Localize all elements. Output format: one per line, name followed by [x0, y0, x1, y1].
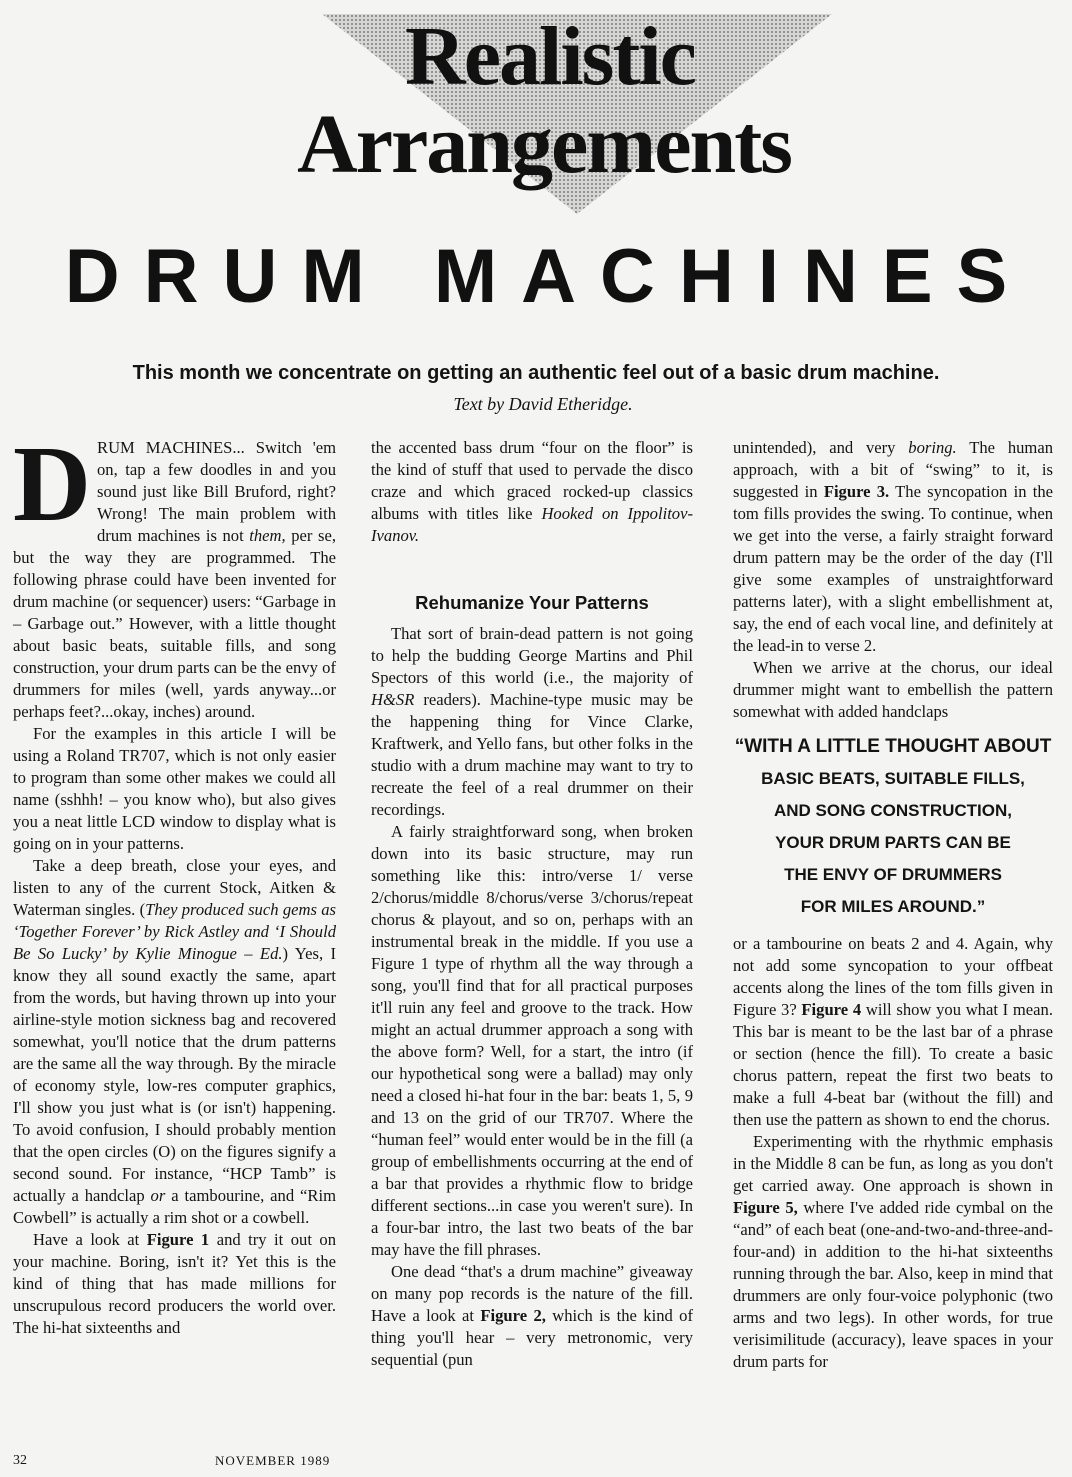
pull-quote-line: FOR MILES AROUND.”: [800, 897, 986, 916]
paragraph: DRUM MACHINES... Switch 'em on, tap a few doodles in and you sound just like Bill Bruford, right? Wrong! The main problem with drum machines is not them, per se, but the way they are programmed. The following phrase could have been invented for drum machine (or sequencer) users: “Garbage in – Garbage out.” However, with a little thought about basic beats, suitable fills, and song construction, your drum parts can be the envy of drummers for miles (well, yards anyway...or perhaps feet?...okay, inches) around.: [13, 425, 336, 721]
paragraph: Have a look at Figure 1 and try it out on your machine. Boring, isn't it? Yet this is the kind of thing that has made millions for unscrupulous record producers the world over. The hi-hat sixteenths and: [13, 1230, 337, 1337]
column-1: [13, 425, 337, 1339]
paragraph: When we arrive at the chorus, our ideal drummer might want to embellish the pattern somewhat with added handclaps: [733, 658, 1053, 721]
pull-quote-line: “WITH A LITTLE THOUGHT ABOUT: [734, 736, 1052, 757]
drop-cap: D: [13, 425, 91, 544]
issue-date: NOVEMBER 1989: [215, 1453, 331, 1468]
paragraph: One dead “that's a drum machine” giveaway on many pop records is the nature of the fill. Have a look at Figure 2, which is the kind of thing you'll hear – very metronomic, very sequential (pun: [371, 1262, 693, 1369]
title-line-1: Realistic: [405, 10, 695, 103]
paragraph: Take a deep breath, close your eyes, and listen to any of the current Stock, Aitken & Waterman singles. (They produced such gems as ‘Together Forever’ by Rick Astley and ‘I Should Be So Lucky’ by Kylie Minogue – Ed.) Yes, I know they all sound exactly the same, apart from the words, but having thrown up into your airline-style motion sickness bag and recovered somewhat, you'll notice that the drum patterns are the same all the way through. By the miracle of economy style, low-res computer graphics, I'll show you just what is (or isn't) happening. To avoid confusion, I should probably mention that the open circles (O) on the figures signify a second sound. For instance, “HCP Tamb” is actually a handclap or a tambourine, and “Rim Cowbell” is actually a rim shot or a cowbell.: [13, 856, 336, 1227]
pull-quote-line: THE ENVY OF DRUMMERS: [784, 865, 1002, 884]
paragraph: Experimenting with the rhythmic emphasis in the Middle 8 can be fun, as long as you don't get carried away. One approach is shown in Figure 5, where I've added ride cymbal on the “and” of each beat (one-and-two-and-three-and-four-and) in addition to the hi-hat sixteenths running through the bar. Also, keep in mind that drummers are only four-voice polyphonic (two arms and two legs). In other words, for true verisimilitude (accuracy), leave spaces in your drum parts for: [733, 1132, 1053, 1371]
paragraph: the accented bass drum “four on the floor” is the kind of stuff that used to pervade the disco craze and which graced rocked-up classics albums with titles like Hooked on Ippolitov-Ivanov.: [371, 438, 693, 545]
paragraph: unintended), and very boring. The human approach, with a bit of “swing” to it, is suggested in Figure 3. The syncopation in the tom fills provides the swing. To continue, when we get into the verse, a fairly straight forward drum pattern may be the order of the day (I'll give some examples of unstraightforward patterns later), with a slight embellishment at, say, the end of each vocal line, and definitely at the lead-in to verse 2.: [733, 438, 1053, 655]
page-number: 32: [13, 1453, 27, 1468]
paragraph: For the examples in this article I will be using a Roland TR707, which is not only easier to program than some other makes we could all name (sshhh! – you know who), but also gives you a neat little LCD window to display what is going on in your patterns.: [13, 724, 336, 853]
title-line-2: Arrangements: [297, 98, 791, 191]
deck-text: This month we concentrate on getting an authentic feel out of a basic drum machine.: [132, 362, 940, 384]
paragraph: That sort of brain-dead pattern is not going to help the budding George Martins and Phil Spectors of this world (i.e., the majority of H&SR readers). Machine-type music may be the happening thing for Vince Clarke, Kraftwerk, and Yello fans, but other folks in the studio with a drum machine may want to try to recreate the feel of a real drummer on their recordings.: [371, 624, 693, 819]
pull-quote: [733, 731, 1053, 923]
paragraph: A fairly straightforward song, when broken down into its basic structure, may run something like this: intro/verse 1/ verse 2/chorus/middle 8/chorus/verse 3/chorus/repeat chorus & playout, and so on, perhaps with an instrumental break in the middle. If you use a Figure 1 type of rhythm all the way through a song, you'll find that for all practical purposes it'll ruin any feel and groove to the track. How might an actual drummer approach a song with the above form? Well, for a start, the intro (if our hypothetical song were a ballad) may only need a closed hi-hat four in the bar: beats 1, 5, 9 and 13 on the grid of our TR707. Where the “human feel” would enter would be in the fill (a group of embellishments occurring at the end of a bar that provides a rhythmic flow to bridge different sections...in case you weren't sure). In a four-bar intro, the last two beats of the bar may have the fill phrases.: [371, 822, 693, 1259]
pull-quote-line: YOUR DRUM PARTS CAN BE: [775, 833, 1011, 852]
section-title: DRUM MACHINES: [64, 234, 1032, 319]
column-3: [733, 437, 1053, 1373]
byline: Text by David Etheridge.: [453, 394, 633, 414]
pull-quote-line: AND SONG CONSTRUCTION,: [774, 801, 1012, 820]
column-2: [371, 437, 693, 1371]
pull-quote-line: BASIC BEATS, SUITABLE FILLS,: [761, 769, 1025, 788]
paragraph: or a tambourine on beats 2 and 4. Again, why not add some syncopation to your offbeat accents along the lines of the tom fills given in Figure 3? Figure 4 will show you what I mean. This bar is meant to be the last bar of a phrase or section (hence the fill). To create a basic chorus pattern, repeat the first two beats to make a full 4-beat bar (without the fill) and then use the pattern as shown to end the chorus.: [733, 934, 1053, 1129]
subheading: Rehumanize Your Patterns: [415, 592, 649, 613]
